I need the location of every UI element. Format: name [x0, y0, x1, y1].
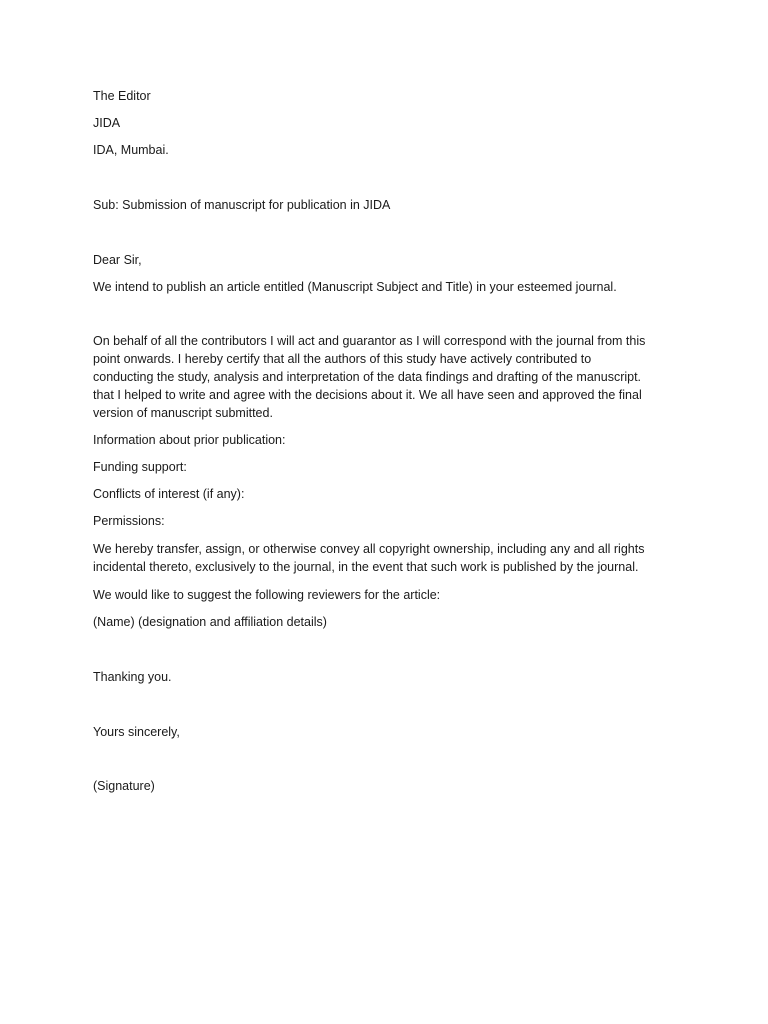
intro-sentence: We intend to publish an article entitled (Manuscript Subject and Title) in your esteemed journal.	[93, 280, 617, 294]
body-paragraph	[93, 332, 675, 422]
body-paragraph-line: point onwards. I hereby certify that all the authors of this study have actively contributed to	[93, 352, 592, 366]
recipient-title: The Editor	[93, 89, 151, 103]
sign-off: Yours sincerely,	[93, 725, 180, 739]
body-paragraph-line: version of manuscript submitted.	[93, 406, 273, 420]
permissions-field: Permissions:	[93, 514, 165, 528]
body-paragraph-line: conducting the study, analysis and interpretation of the data findings and drafting of the manuscript.	[93, 370, 642, 384]
recipient-location: IDA, Mumbai.	[93, 143, 169, 157]
copyright-paragraph-line: We hereby transfer, assign, or otherwise convey all copyright ownership, including any and all rights	[93, 542, 645, 556]
body-paragraph-line: On behalf of all the contributors I will act and guarantor as I will correspond with the journal from this	[93, 334, 646, 348]
conflicts-field: Conflicts of interest (if any):	[93, 487, 245, 501]
signature-placeholder: (Signature)	[93, 779, 155, 793]
recipient-journal: JIDA	[93, 116, 121, 130]
body-paragraph-line: that I helped to write and agree with the decisions about it. We all have seen and approved the final	[93, 388, 642, 402]
salutation: Dear Sir,	[93, 253, 142, 267]
reviewers-intro: We would like to suggest the following reviewers for the article:	[93, 588, 441, 602]
reviewer-placeholder: (Name) (designation and affiliation details)	[93, 615, 327, 629]
subject-line: Sub: Submission of manuscript for publication in JIDA	[93, 198, 391, 212]
copyright-paragraph-line: incidental thereto, exclusively to the journal, in the event that such work is published by the journal.	[93, 560, 639, 574]
copyright-paragraph	[93, 540, 675, 576]
prior-publication-field: Information about prior publication:	[93, 433, 286, 447]
thanks-line: Thanking you.	[93, 670, 172, 684]
funding-field: Funding support:	[93, 460, 187, 474]
